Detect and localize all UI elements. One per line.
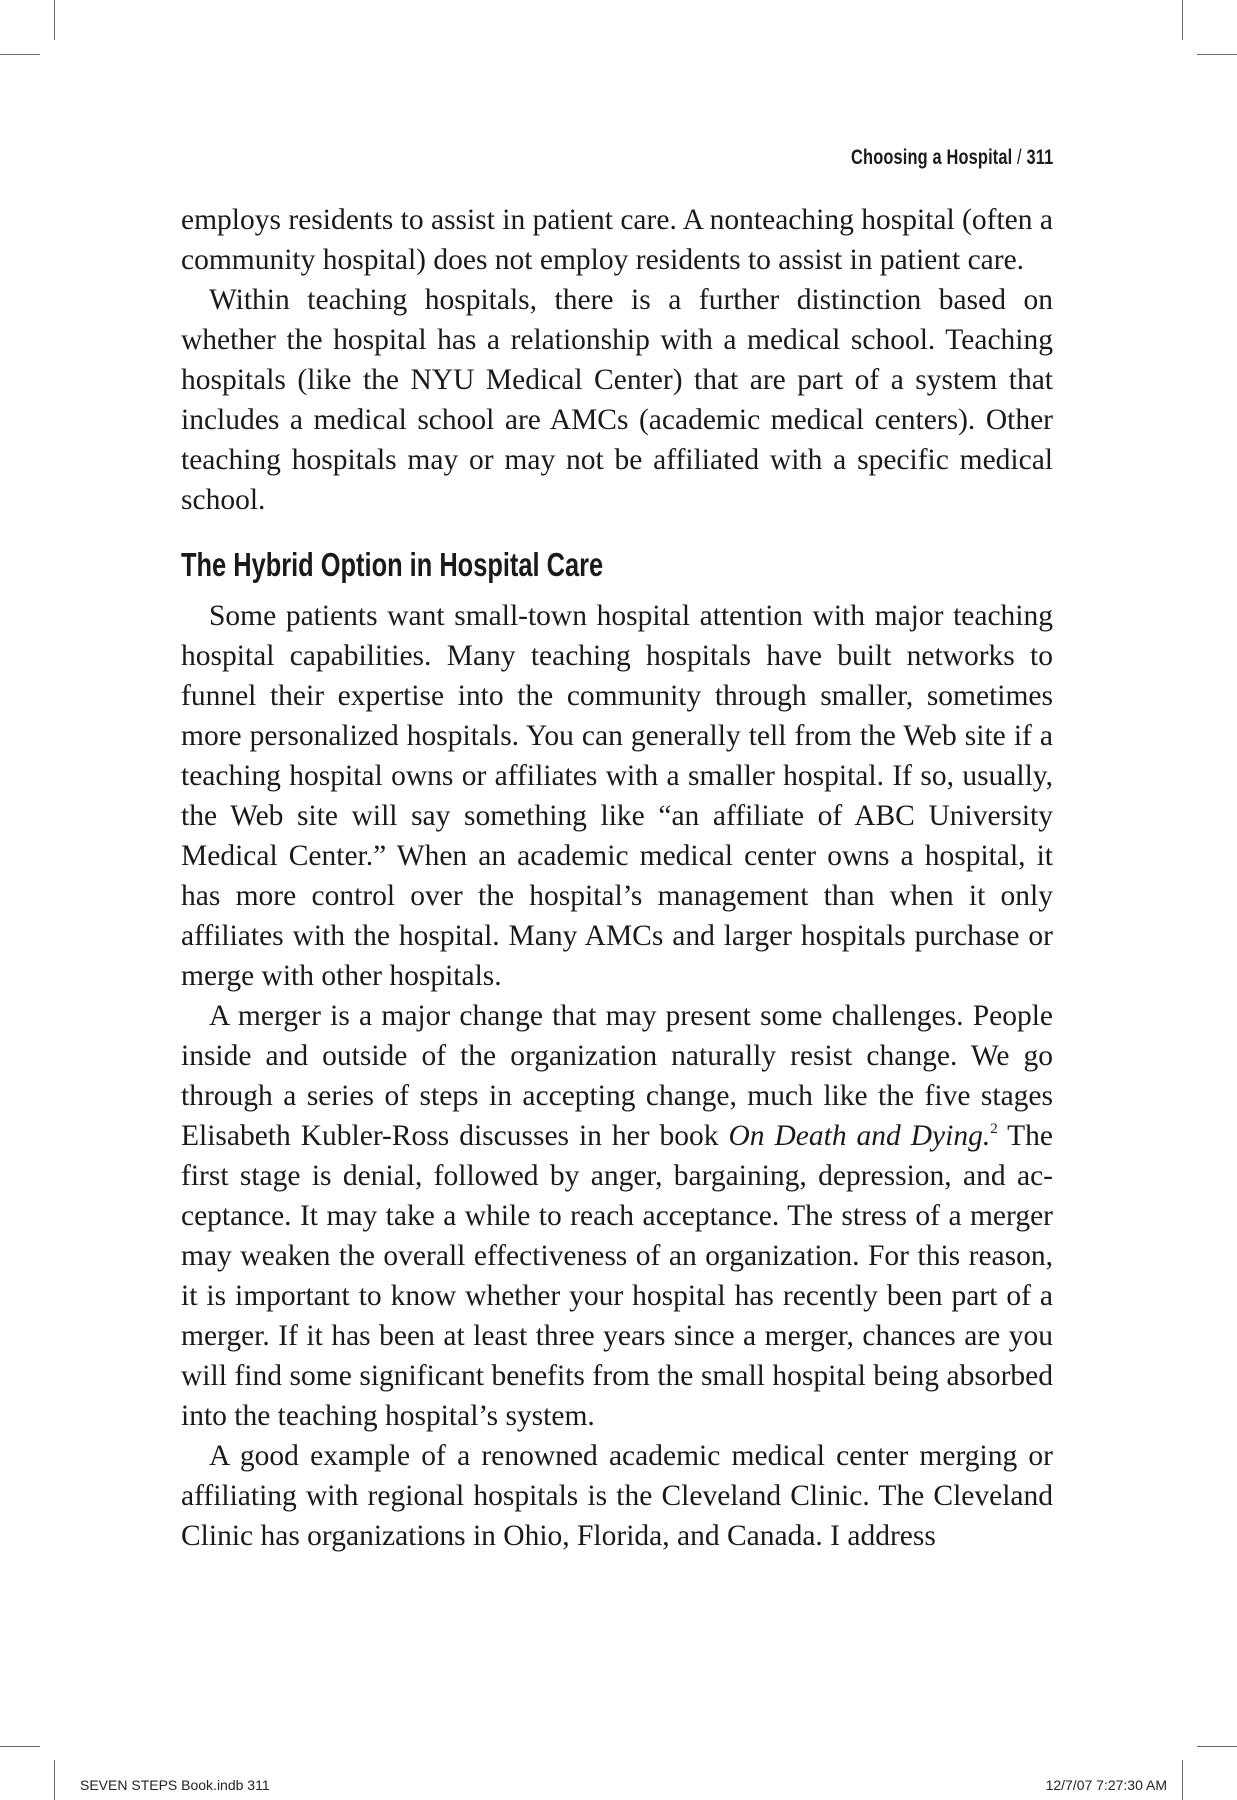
crop-mark	[1197, 54, 1237, 55]
crop-mark	[54, 1760, 55, 1800]
crop-mark	[1197, 1746, 1237, 1747]
merger-text-before: A merger is a major change that may present some challenges. People inside and outside of the organization naturally resist change. We go through a series of steps in accepting change, much like the five stages Elisabeth Kubler-Ross discusses in her book	[181, 1000, 1053, 1152]
running-head	[851, 146, 1053, 170]
page-number: 311	[1026, 146, 1053, 169]
footnote-ref[interactable]: 2	[990, 1121, 998, 1137]
merger-text-after: The first stage is denial, followed by anger, bargaining, depression, and acceptance. It may take a while to reach acceptance. The stress of a merger may weaken the overall effectiveness of an organization. For this reason, it is important to know whether your hospital has recently been part of a merger. If it has been at least three years since a merger, chances are you will find some significant benefits from the small hospital being absorbed into the teaching hospital’s system.	[181, 1120, 1053, 1432]
body-paragraph: Within teaching hospitals, there is a further distinction based on whether the hospital has a relationship with a medical school. Teaching hospitals (like the NYU Medical Center) that are part of a system that includes a medical school are AMCs (academic medical centers). Other teaching hospitals may or may not be affiliated with a specific medical school.	[181, 284, 1053, 516]
crop-mark	[1182, 0, 1183, 40]
section-heading: The Hybrid Option in Hospital Care	[181, 546, 604, 583]
running-head-separator: /	[1016, 146, 1022, 169]
merger-paragraph	[181, 996, 1053, 1436]
crop-mark	[0, 54, 40, 55]
crop-mark	[1182, 1760, 1183, 1800]
page-body	[181, 200, 1053, 1556]
body-paragraph: A good example of a renowned academic medical center merging or affiliating with regional hospitals is the Cleveland Clinic. The Cleveland Clinic has organizations in Ohio, Florida, and Canada. I address	[181, 1440, 1053, 1552]
crop-mark	[54, 0, 55, 40]
body-paragraph: Some patients want small-town hospital attention with major teaching hospital capabilities. Many teaching hospitals have built networks to funnel their expertise into the community through smaller, sometimes more personalized hospitals. You can generally tell from the Web site if a teaching hospital owns or affiliates with a smaller hospital. If so, usually, the Web site will say something like “an affiliate of ABC University Medical Center.” When an academic medical center owns a hospital, it has more control over the hospital’s management than when it only affiliates with the hospital. Many AMCs and larger hospitals purchase or merge with other hospitals.	[181, 600, 1053, 992]
printer-slug-file: SEVEN STEPS Book.indb 311	[80, 1777, 270, 1793]
crop-mark	[0, 1746, 40, 1747]
body-paragraph: employs residents to assist in patient care. A nonteaching hospital (often a community hospital) does not employ residents to assist in patient care.	[181, 204, 1053, 276]
printer-slug-timestamp: 12/7/07 7:27:30 AM	[1045, 1777, 1167, 1793]
running-head-title: Choosing a Hospital	[850, 146, 1013, 169]
book-title: On Death and Dying.	[728, 1120, 991, 1152]
